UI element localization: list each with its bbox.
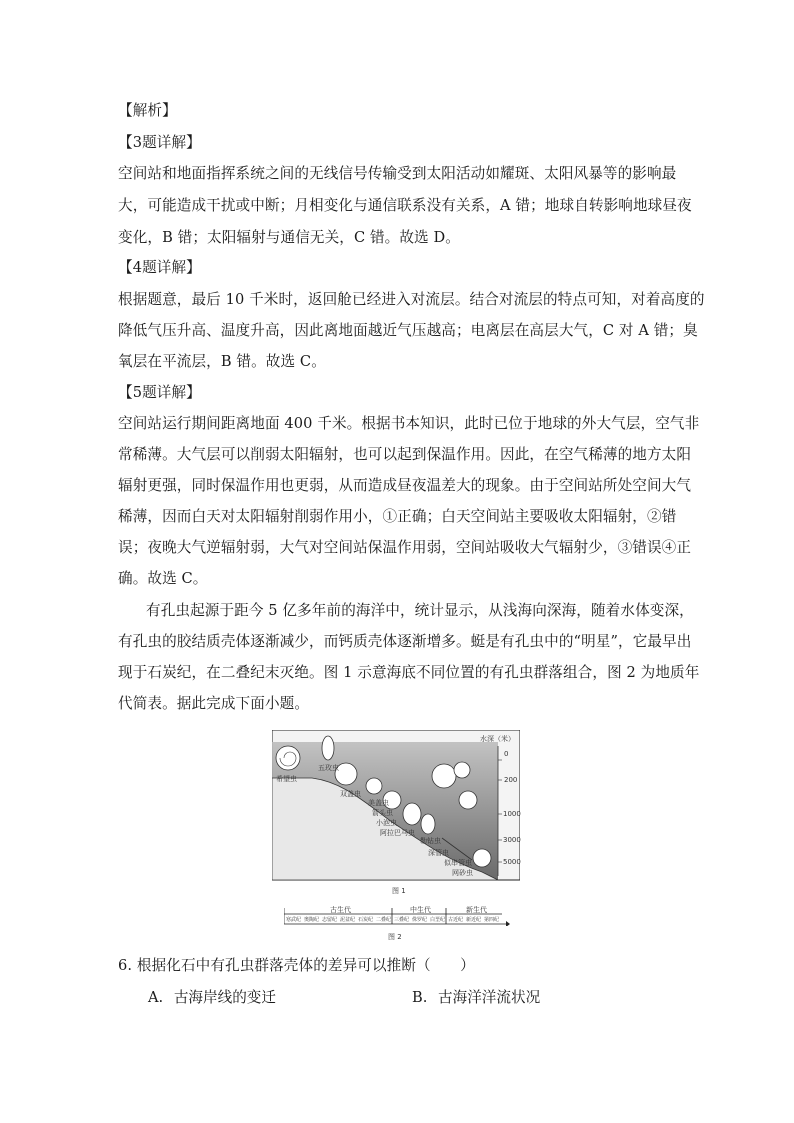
q3-line-3: 变化，B 错；太阳辐射与通信无关，C 错。故选 D。 <box>118 229 460 246</box>
period-label: 新近纪 <box>466 917 482 923</box>
depth-tick-5000: 5000 <box>503 858 521 866</box>
figure-2-table <box>284 904 510 926</box>
period-label: 第四纪 <box>484 917 500 923</box>
passage-line-2: 有孔虫的胶结质壳体逐渐减少，而钙质壳体逐渐增多。蜓是有孔虫中的“明星”，它最早出 <box>118 633 692 650</box>
q3-line-1: 空间站和地面指挥系统之间的无线信号传输受到太阳活动如耀斑、太阳风暴等的影响最 <box>118 165 677 182</box>
q5-line-2: 常稀薄。大气层可以削弱太阳辐射，也可以起到保温作用。因此，在空气稀薄的地方太阳 <box>118 446 692 463</box>
period-label: 二叠纪 <box>376 917 392 923</box>
seabed-diagram <box>272 730 520 900</box>
species-label: 小泡虫 <box>376 819 397 827</box>
period-label: 石炭纪 <box>358 917 374 923</box>
era-label: 新生代 <box>466 906 487 914</box>
option-a-text: 古海岸线的变迁 <box>173 989 276 1006</box>
depth-axis-title: 水深（米） <box>480 735 515 743</box>
species-label: 箭头虫 <box>372 809 393 817</box>
q5-line-6: 确。故选 C。 <box>118 570 208 587</box>
species-label: 勒钻虫 <box>420 837 441 845</box>
species-label: 五玫虫 <box>318 764 339 772</box>
species-label: 深管虫 <box>428 849 449 857</box>
period-label: 三叠纪 <box>394 917 410 923</box>
figure-1 <box>272 730 520 900</box>
q4-line-1: 根据题意，最后 10 千米时，返回舱已经进入对流层。结合对流层的特点可知，对着高度的 <box>118 291 705 308</box>
q5-line-3: 辐射更强，同时保温作用也更弱，从而造成昼夜温差大的现象。由于空间站所处空间大气 <box>118 477 692 494</box>
figure-2-caption: 图 2 <box>388 933 402 941</box>
q5-title: 【5题详解】 <box>118 384 201 401</box>
q5-line-1: 空间站运行期间距离地面 400 千米。根据书本知识，此时已位于地球的外大气层，空气非 <box>118 415 700 432</box>
passage-line-3: 现于石炭纪，在二叠纪末灭绝。图 1 示意海底不同位置的有孔虫群落组合，图 2 为地质年 <box>118 664 700 681</box>
species-label: 阿拉巴马虫 <box>380 829 415 837</box>
option-a-label: A. <box>148 989 164 1006</box>
species-label: 似串管虫 <box>444 859 472 867</box>
q4-line-2: 降低气压升高、温度升高，因此离地面越近气压越高；电离层在高层大气，C 对 A 错；臭 <box>118 322 698 339</box>
q6-stem: 6. 根据化石中有孔虫群落壳体的差异可以推断（ ） <box>118 957 475 974</box>
option-b-label: B. <box>412 989 428 1006</box>
depth-tick-0: 0 <box>504 750 509 758</box>
era-label: 中生代 <box>410 906 431 914</box>
species-label: 美盖虫 <box>368 799 389 807</box>
option-b-text: 古海洋洋流状况 <box>438 989 541 1006</box>
q5-line-4: 稀薄，因而白天对太阳辐射削弱作用小，①正确；白天空间站主要吸收太阳辐射，②错 <box>118 508 677 525</box>
period-label: 奥陶纪 <box>304 917 320 923</box>
q4-title: 【4题详解】 <box>118 259 201 276</box>
q3-line-2: 大，可能造成干扰或中断；月相变化与通信联系没有关系，A 错；地球自转影响地球昼夜 <box>118 197 692 214</box>
period-label: 寒武纪 <box>286 917 302 923</box>
passage-line-1: 有孔虫起源于距今 5 亿多年前的海洋中，统计显示，从浅海向深海，随着水体变深， <box>146 602 694 619</box>
q6-option-b[interactable] <box>412 988 540 1008</box>
period-label: 古近纪 <box>448 917 464 923</box>
depth-tick-1000: 1000 <box>503 810 521 818</box>
passage-line-4: 代简表。据此完成下面小题。 <box>118 695 310 712</box>
analysis-heading: 【解析】 <box>118 102 177 119</box>
q6-option-a[interactable] <box>148 988 276 1008</box>
species-label: 双盖虫 <box>340 790 361 798</box>
depth-tick-200: 200 <box>504 776 518 784</box>
species-label: 网砂虫 <box>452 869 473 877</box>
era-label: 古生代 <box>330 906 351 914</box>
period-label: 白垩纪 <box>430 917 446 923</box>
figure-1-caption: 图 1 <box>392 887 406 895</box>
q5-line-5: 误；夜晚大气逆辐射弱，大气对空间站保温作用弱，空间站吸收大气辐射少，③错误④正 <box>118 539 692 556</box>
period-label: 侏罗纪 <box>412 917 428 923</box>
q4-line-3: 氧层在平流层，B 错。故选 C。 <box>118 353 326 370</box>
q3-title: 【3题详解】 <box>118 134 201 151</box>
period-label: 泥盆纪 <box>340 917 356 923</box>
period-label: 志留纪 <box>322 917 338 923</box>
species-label: 希望虫 <box>276 775 297 783</box>
depth-tick-3000: 3000 <box>503 836 521 844</box>
